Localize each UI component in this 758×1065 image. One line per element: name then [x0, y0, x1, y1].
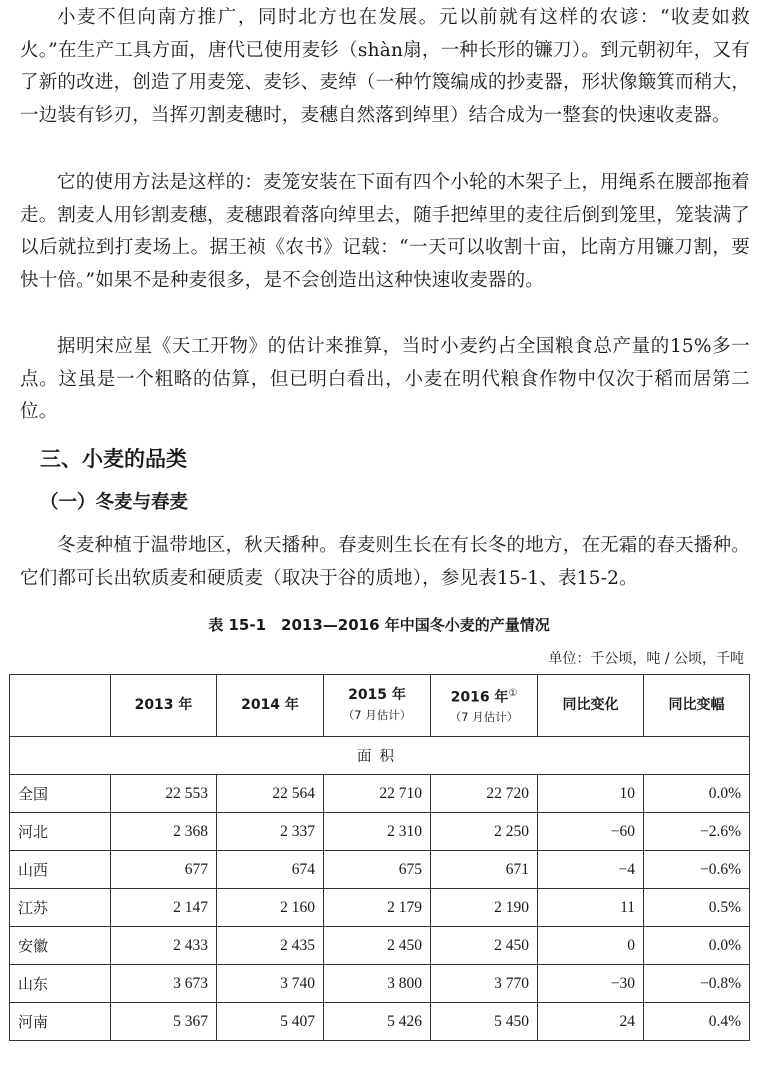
value-2016-cell: 5 450 [431, 1003, 538, 1041]
region-cell: 全国 [10, 775, 111, 813]
header-yoy-pct: 同比变幅 [644, 675, 750, 737]
table-row [10, 775, 750, 813]
table-unit: 单位：千公顷，吨 / 公顷，千吨 [548, 651, 744, 667]
yoy-change-cell: −60 [538, 813, 644, 851]
value-2016-cell: 2 190 [431, 889, 538, 927]
value-2014-cell: 5 407 [217, 1003, 324, 1041]
value-2013-cell: 3 673 [111, 965, 217, 1003]
table-caption: 表 15-1 2013—2016 年中国冬小麦的产量情况 [208, 616, 550, 634]
value-2015-cell: 2 450 [324, 927, 431, 965]
value-2014-cell: 2 337 [217, 813, 324, 851]
table-row [10, 1003, 750, 1041]
region-cell: 河南 [10, 1003, 111, 1041]
region-cell: 山西 [10, 851, 111, 889]
yoy-change-cell: −4 [538, 851, 644, 889]
winter-wheat-table [9, 674, 750, 1041]
yoy-pct-cell: 0.0% [644, 927, 750, 965]
region-cell: 河北 [10, 813, 111, 851]
yoy-pct-cell: 0.5% [644, 889, 750, 927]
value-2013-cell: 677 [111, 851, 217, 889]
value-2014-cell: 22 564 [217, 775, 324, 813]
value-2013-cell: 5 367 [111, 1003, 217, 1041]
value-2015-cell: 675 [324, 851, 431, 889]
value-2013-cell: 2 147 [111, 889, 217, 927]
paragraph-winter-spring-wheat: 冬麦种植于温带地区，秋天播种。春麦则生长在有长冬的地方，在无霜的春天播种。它们都可长出软质麦和硬质麦（取决于谷的质地），参见表15-1、表15-2。 [20, 535, 750, 589]
value-2013-cell: 2 433 [111, 927, 217, 965]
yoy-pct-cell: −2.6% [644, 813, 750, 851]
header-yoy-change: 同比变化 [538, 675, 644, 737]
yoy-pct-cell: −0.6% [644, 851, 750, 889]
yoy-change-cell: 0 [538, 927, 644, 965]
header-blank [10, 675, 111, 737]
value-2014-cell: 674 [217, 851, 324, 889]
footnote-marker: ① [508, 687, 518, 699]
section-heading: 三、小麦的品类 [40, 447, 187, 471]
yoy-change-cell: 10 [538, 775, 644, 813]
header-2013: 2013 年 [111, 675, 217, 737]
value-2016-cell: 671 [431, 851, 538, 889]
value-2016-cell: 3 770 [431, 965, 538, 1003]
value-2013-cell: 2 368 [111, 813, 217, 851]
table-row [10, 851, 750, 889]
paragraph-harvester-history: 小麦不但向南方推广，同时北方也在发展。元以前就有这样的农谚：“收麦如救火。”在生产工具方面，唐代已使用麦钐（shàn扇，一种长形的镰刀）。到元朝初年，又有了新的改进，创造了用麦笼、麦钐、麦绰（一种竹篾编成的抄麦器，形状像簸箕而稍大，一边装有钐刃，当挥刃割麦穗时，麦穗自然落到绰里）结合成为一整套的快速收麦器。 [20, 7, 750, 126]
yoy-change-cell: 11 [538, 889, 644, 927]
subsection-heading: （一）冬麦与春麦 [40, 492, 189, 513]
value-2016-cell: 2 250 [431, 813, 538, 851]
header-2016 [431, 675, 538, 737]
value-2015-cell: 3 800 [324, 965, 431, 1003]
table-row [10, 889, 750, 927]
value-2015-cell: 2 310 [324, 813, 431, 851]
region-cell: 山东 [10, 965, 111, 1003]
value-2015-cell: 2 179 [324, 889, 431, 927]
value-2014-cell: 2 160 [217, 889, 324, 927]
value-2013-cell: 22 553 [111, 775, 217, 813]
value-2014-cell: 3 740 [217, 965, 324, 1003]
paragraph-harvester-usage: 它的使用方法是这样的：麦笼安装在下面有四个小轮的木架子上，用绳系在腰部拖着走。割麦人用钐割麦穗，麦穗跟着落向绰里去，随手把绰里的麦往后倒到笼里，笼装满了以后就拉到打麦场上。据王祯《农书》记载：“一天可以收割十亩，比南方用镰刀割，要快十倍。”如果不是种麦很多，是不会创造出这种快速收麦器的。 [20, 172, 750, 291]
header-2015-note: （7 月估计） [342, 708, 412, 722]
paragraph-ming-estimate: 据明宋应星《天工开物》的估计来推算，当时小麦约占全国粮食总产量的15%多一点。这虽是一个粗略的估算，但已明白看出，小麦在明代粮食作物中仅次于稻而居第二位。 [20, 336, 750, 422]
header-2015 [324, 675, 431, 737]
yoy-pct-cell: 0.0% [644, 775, 750, 813]
header-2014: 2014 年 [217, 675, 324, 737]
section-row [10, 737, 750, 775]
header-2016-note: （7 月估计） [449, 710, 519, 725]
yoy-change-cell: 24 [538, 1003, 644, 1041]
table-header-row [10, 675, 750, 737]
value-2014-cell: 2 435 [217, 927, 324, 965]
value-2015-cell: 22 710 [324, 775, 431, 813]
region-cell: 江苏 [10, 889, 111, 927]
value-2015-cell: 5 426 [324, 1003, 431, 1041]
yoy-change-cell: −30 [538, 965, 644, 1003]
table-row [10, 965, 750, 1003]
table-row [10, 813, 750, 851]
region-cell: 安徽 [10, 927, 111, 965]
yoy-pct-cell: −0.8% [644, 965, 750, 1003]
section-label-area: 面积 [10, 737, 750, 775]
header-2016-label: 2016 年 [450, 689, 509, 706]
value-2016-cell: 22 720 [431, 775, 538, 813]
header-2015-label: 2015 年 [348, 687, 406, 703]
yoy-pct-cell: 0.4% [644, 1003, 750, 1041]
table-row [10, 927, 750, 965]
value-2016-cell: 2 450 [431, 927, 538, 965]
